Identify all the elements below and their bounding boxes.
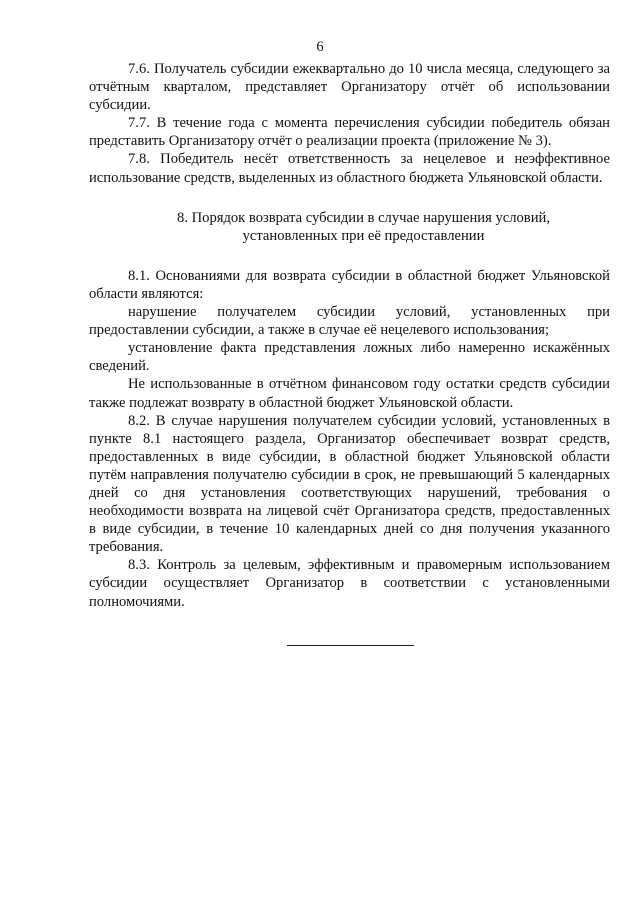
paragraph-8-3: 8.3. Контроль за целевым, эффективным и правомерным использованием субсидии осуществляет Организатор в соответствии с установленными полномочиями.: [89, 557, 610, 610]
document-body: [89, 60, 610, 611]
section-8-heading: [89, 209, 610, 245]
page-number: 6: [316, 39, 324, 55]
closing-divider-line: [287, 645, 414, 646]
paragraph-8-2: 8.2. В случае нарушения получателем субсидии условий, установленных в пункте 8.1 настоящего раздела, Организатор обеспечивает возврат средств, предоставленных в виде субсидии, в областной бюджет Ульяновской области путём направления получателю субсидии в срок, не превышающий 5 календарных дней со дня установления соответствующих нарушений, требования о необходимости возврата на лицевой счёт Организатора средств, предоставленных в виде субсидии, в течение 10 календарных дней со дня получения указанного требования.: [89, 412, 610, 556]
section-heading-line-1: 8. Порядок возврата субсидии в случае нарушения условий,: [177, 209, 550, 226]
paragraph-7-8: 7.8. Победитель несёт ответственность за нецелевое и неэффективное использование средств, выделенных из областного бюджета Ульяновской области.: [89, 151, 610, 186]
paragraph-8-1-item-2: установление факта представления ложных либо намеренно искажённых сведений.: [89, 340, 610, 375]
paragraph-7-7: 7.7. В течение года с момента перечисления субсидии победитель обязан представить Организатору отчёт о реализации проекта (приложение № 3).: [89, 115, 610, 150]
paragraph-8-1: 8.1. Основаниями для возврата субсидии в областной бюджет Ульяновской области являются:: [89, 267, 610, 302]
paragraph-unused-balances: Не использованные в отчётном финансовом году остатки средств субсидии также подлежат возврату в областной бюджет Ульяновской области.: [89, 376, 610, 411]
paragraph-8-1-item-1: нарушение получателем субсидии условий, установленных при предоставлении субсидии, а также в случае её нецелевого использования;: [89, 304, 610, 339]
paragraph-7-6: 7.6. Получатель субсидии ежеквартально до 10 числа месяца, следующего за отчётным кварталом, представляет Организатору отчёт об использовании субсидии.: [89, 61, 610, 114]
section-heading-line-2: установленных при её предоставлении: [242, 227, 485, 244]
